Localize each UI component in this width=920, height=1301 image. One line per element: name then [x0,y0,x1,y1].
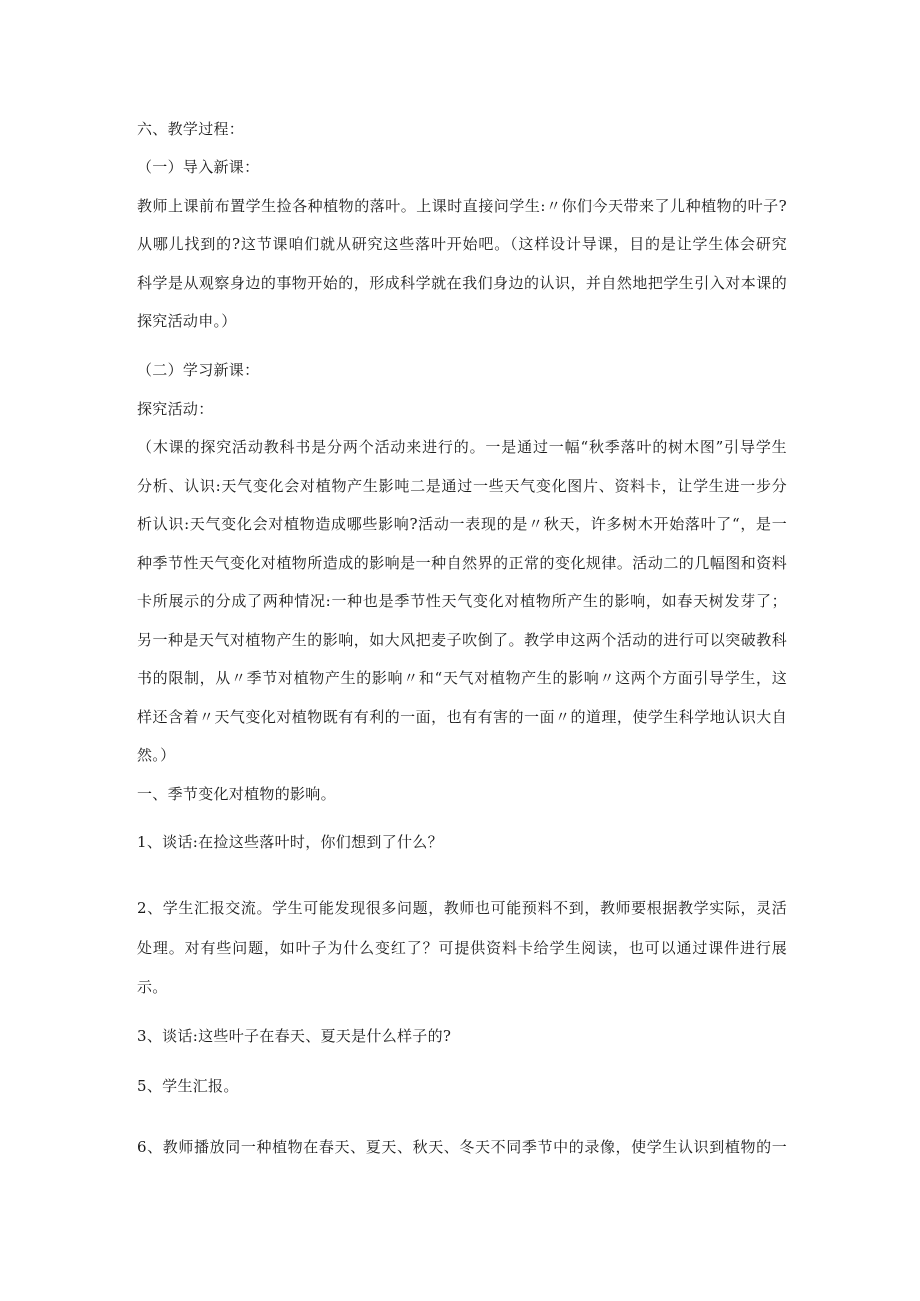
step-6: 6、教师播放同一种植物在春天、夏天、秋天、冬天不同季节中的录像，使学生认识到植物的一 [137,1138,787,1156]
paragraph-line: 种季节性天气变化对植物所造成的影响是一种自然界的正常的变化规律。活动二的几幅图和资料 [137,554,787,572]
paragraph-line: 然。） [137,746,176,764]
paragraph-line: 分析、认识:天气变化会对植物产生影吨二是通过一些天气变化图片、资料卡，让学生进一步分 [137,477,787,495]
step-3: 3、谈话:这些叶子在春天、夏天是什么样子的? [137,1027,452,1045]
section-heading-seasonal-change: 一、季节变化对植物的影响。 [137,785,336,803]
paragraph-line: 科学是从观察身边的事物开始的，形成科学就在我们身边的认识，并自然地把学生引入对本课的 [137,274,787,292]
paragraph-line: 另一种是天气对植物产生的影响，如大风把麦子吹倒了。教学申这两个活动的进行可以突破教科 [137,631,787,649]
paragraph-line: 书的限制，从〃季节对植物产生的影响〃和“天气对植物产生的影响〃这两个方面引导学生，这 [137,669,787,687]
paragraph-line: 教师上课前布置学生捡各种植物的落叶。上课时直接问学生:〃你们今天带来了儿种植物的叶子? [137,197,787,215]
paragraph-line: 样还含着〃天气变化对植物既有有利的一面，也有有害的一面〃的道理，使学生科学地认识大自 [137,708,787,726]
paragraph-line: 探究活动申。） [137,312,237,330]
paragraph-line: （木课的探究活动教科书是分两个活动来进行的。一是通过一幅“秋季落叶的树木图”引导学生 [137,438,787,456]
section-heading-teaching-process: 六、教学过程： [137,120,245,138]
paragraph-line: 处理。对有些问题，如叶子为什么变红了？可提供资料卡给学生阅读，也可以通过课件进行展 [137,939,787,957]
paragraph-line: 示。 [137,978,168,996]
step-1: 1、谈话:在捡这些落叶时，你们想到了什么？ [137,833,443,851]
paragraph-line: 卡所展示的分成了两种情况:一种也是季节性天气变化对植物所产生的影响，如春天树发芽了； [137,592,787,610]
subheading-introduction: （一）导入新课： [137,158,260,176]
step-5: 5、学生汇报。 [137,1077,239,1095]
step-2: 2、学生汇报交流。学生可能发现很多问题，教师也可能预料不到，教师要根据教学实际，灵活 [137,899,787,917]
subheading-new-lesson: （二）学习新课： [137,361,260,379]
subheading-inquiry-activity: 探究活动： [137,400,214,418]
paragraph-line: 从哪儿找到的?这节课咱们就从研究这些落叶开始吧。（这样设计导课，目的是让学生体会研究 [137,235,787,253]
paragraph-line: 析认识:天气变化会对植物造成哪些影响?活动一表现的是〃秋天，许多树木开始落叶了“，是一 [137,515,787,533]
